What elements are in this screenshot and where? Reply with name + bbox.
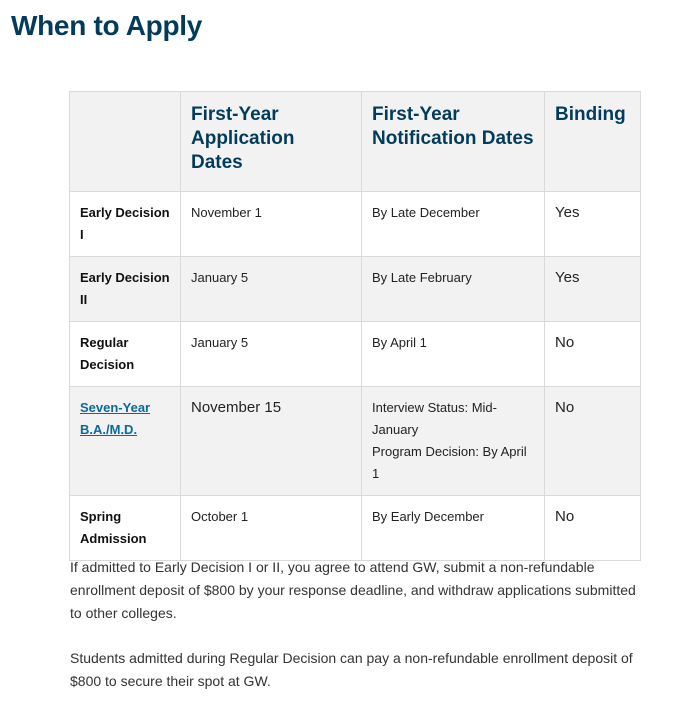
table-row-spring-admission: [70, 496, 641, 561]
notification-line: By Late February: [372, 270, 472, 285]
application-date: January 5: [181, 257, 362, 322]
notification-line: Interview Status: Mid-January: [372, 400, 497, 437]
table-row-regular-decision: [70, 322, 641, 387]
application-date: October 1: [181, 496, 362, 561]
header-empty: [70, 92, 181, 192]
notification-date: [362, 496, 545, 561]
row-label: Spring Admission: [70, 496, 181, 561]
notification-line: By Late December: [372, 205, 480, 220]
row-label: Early Decision I: [70, 192, 181, 257]
table-row-early-decision-1: [70, 192, 641, 257]
notification-date: [362, 387, 545, 496]
notification-date: [362, 192, 545, 257]
row-label-cell: [70, 387, 181, 496]
application-date: January 5: [181, 322, 362, 387]
application-dates-table: [69, 91, 641, 561]
application-date: November 15: [181, 387, 362, 496]
application-date: November 1: [181, 192, 362, 257]
table-header-row: [70, 92, 641, 192]
binding-value: No: [545, 496, 641, 561]
header-notification-dates: First-Year Notification Dates: [362, 92, 545, 192]
header-binding: Binding: [545, 92, 641, 192]
row-label: Regular Decision: [70, 322, 181, 387]
binding-value: No: [545, 322, 641, 387]
seven-year-bamd-link[interactable]: Seven-Year B.A./M.D.: [80, 400, 151, 437]
header-application-dates: First-Year Application Dates: [181, 92, 362, 192]
table-row-early-decision-2: [70, 257, 641, 322]
binding-value: No: [545, 387, 641, 496]
regular-decision-paragraph: Students admitted during Regular Decision can pay a non-refundable enrollment deposit of $800 to secure their spot at GW.: [70, 650, 633, 689]
page-title: When to Apply: [11, 10, 203, 41]
row-label: Early Decision II: [70, 257, 181, 322]
notification-line: By April 1: [372, 335, 427, 350]
binding-value: Yes: [545, 192, 641, 257]
table-row-seven-year-bamd: [70, 387, 641, 496]
binding-value: Yes: [545, 257, 641, 322]
notification-date: [362, 322, 545, 387]
notification-line: By Early December: [372, 509, 484, 524]
notification-date: [362, 257, 545, 322]
notification-line: Program Decision: By April 1: [372, 444, 527, 481]
early-decision-paragraph: If admitted to Early Decision I or II, you agree to attend GW, submit a non-refundable enrollment deposit of $800 by your response deadline, and withdraw applications submitted to other colleges.: [70, 559, 636, 621]
